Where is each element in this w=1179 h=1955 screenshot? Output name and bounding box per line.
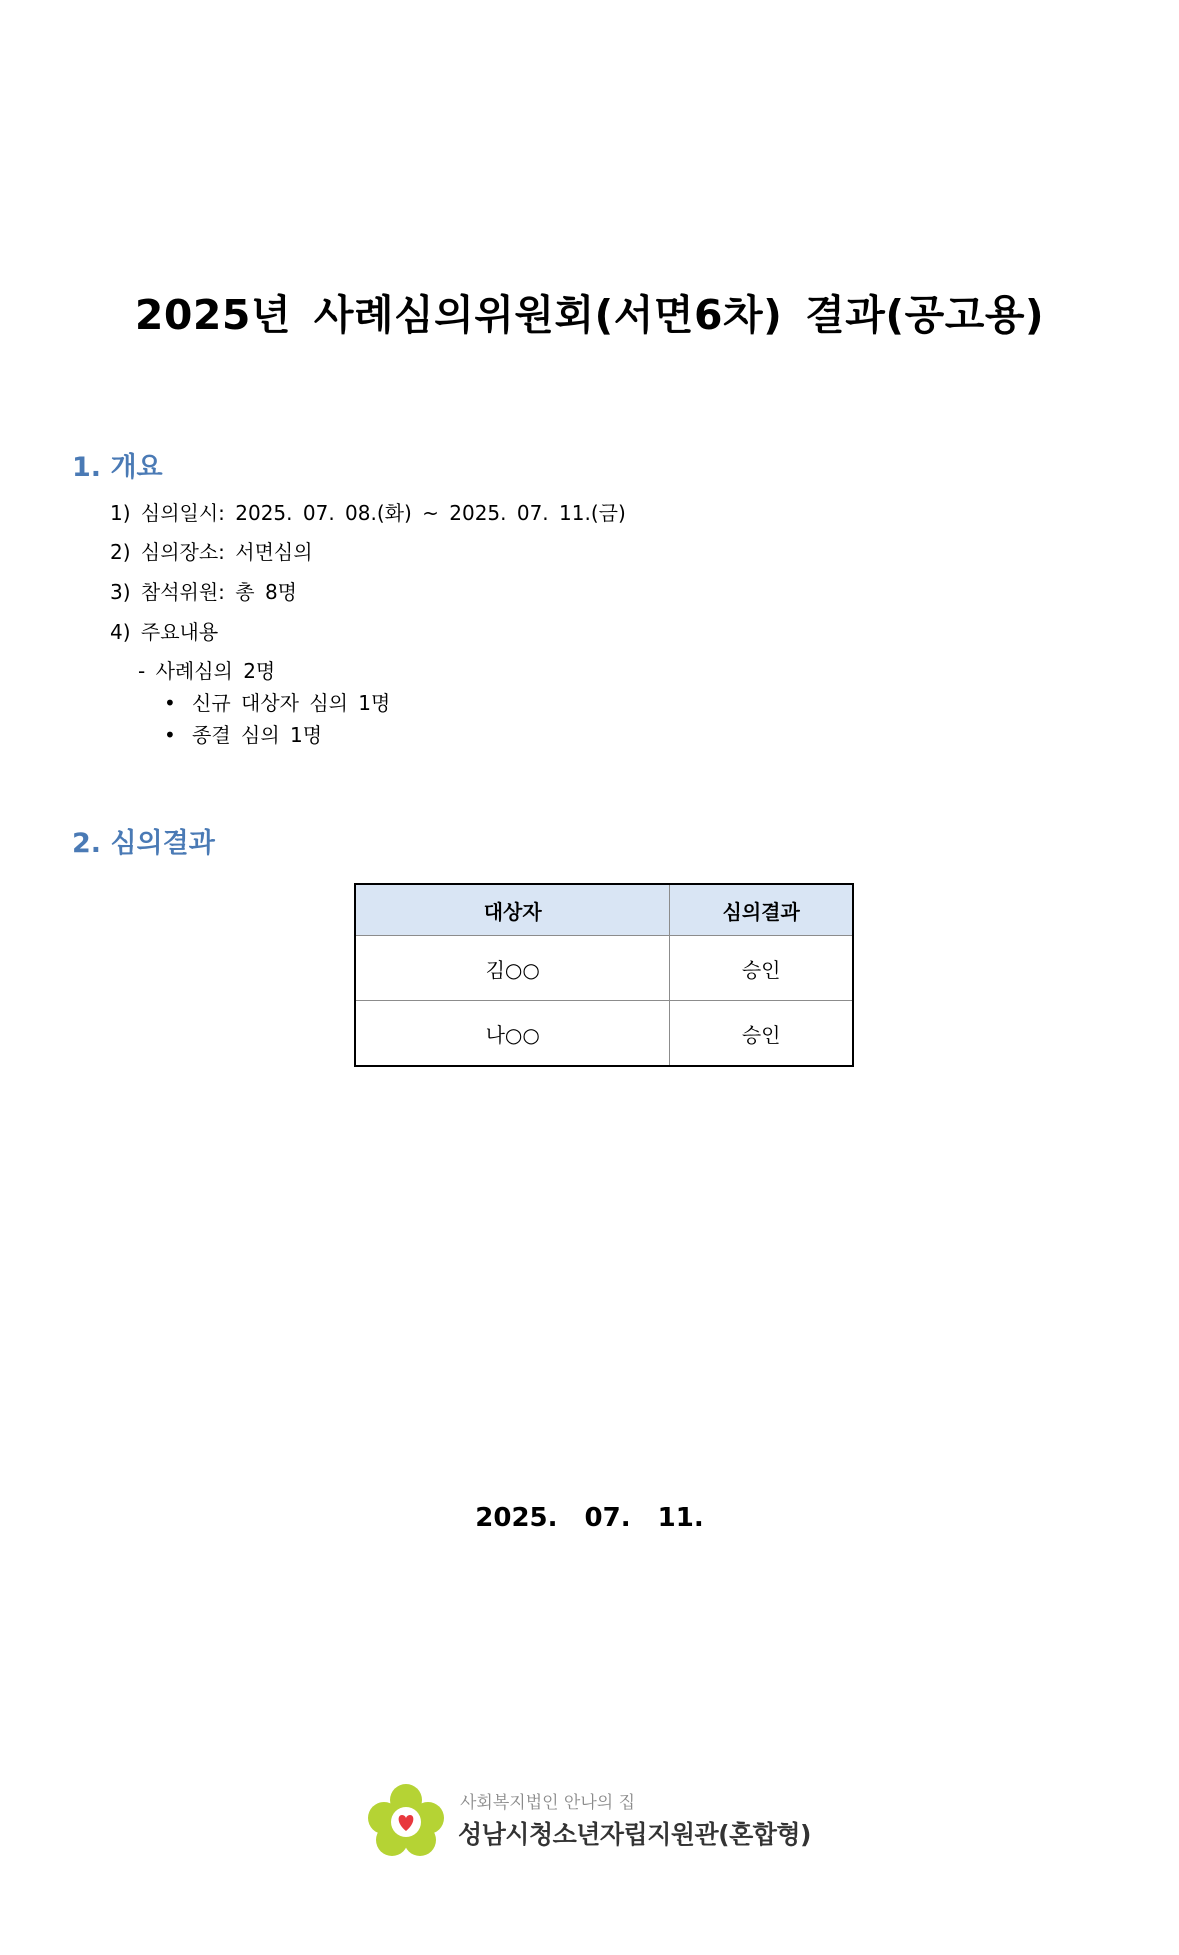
document-date: 2025. 07. 11. <box>475 1503 704 1533</box>
logo-organization-name: 성남시청소년자립지원관(혼합형) <box>458 1820 811 1849</box>
section-heading-results: 2. 심의결과 <box>72 828 215 859</box>
overview-item-contents: 4) 주요내용 <box>110 620 219 644</box>
overview-item-date: 1) 심의일시: 2025. 07. 08.(화) ~ 2025. 07. 11.(금) <box>110 501 626 525</box>
overview-sub-item: - 사례심의 2명 <box>138 659 276 683</box>
results-table <box>354 883 854 1067</box>
bullet-item <box>164 687 390 716</box>
table-row <box>355 936 853 1001</box>
overview-item-members: 3) 참석위원: 총 8명 <box>110 580 297 604</box>
column-header-result: 심의결과 <box>670 884 853 936</box>
bullet-item-text: 종결 심의 1명 <box>192 723 323 747</box>
page-title: 2025년 사례심의위원회(서면6차) 결과(공고용) <box>134 291 1045 339</box>
table-row <box>355 1001 853 1067</box>
organization-logo <box>366 1780 836 1860</box>
table-cell-subject: 나○○ <box>355 1001 670 1067</box>
table-cell-result: 승인 <box>741 1022 781 1047</box>
column-header-subject: 대상자 <box>355 884 670 936</box>
bullet-item <box>164 719 322 748</box>
table-cell-result: 승인 <box>670 936 853 1001</box>
logo-subtitle: 사회복지법인 안나의 집 <box>460 1793 636 1813</box>
overview-item-place: 2) 심의장소: 서면심의 <box>110 540 313 564</box>
table-header-row <box>355 884 853 936</box>
flower-heart-icon <box>366 1782 446 1858</box>
bullet-item-text: 신규 대상자 심의 1명 <box>192 691 391 715</box>
bullet-dot-icon: • <box>164 723 176 747</box>
bullet-dot-icon: • <box>164 691 176 715</box>
section-heading-overview: 1. 개요 <box>72 452 163 483</box>
table-cell-subject: 김○○ <box>355 936 670 1001</box>
